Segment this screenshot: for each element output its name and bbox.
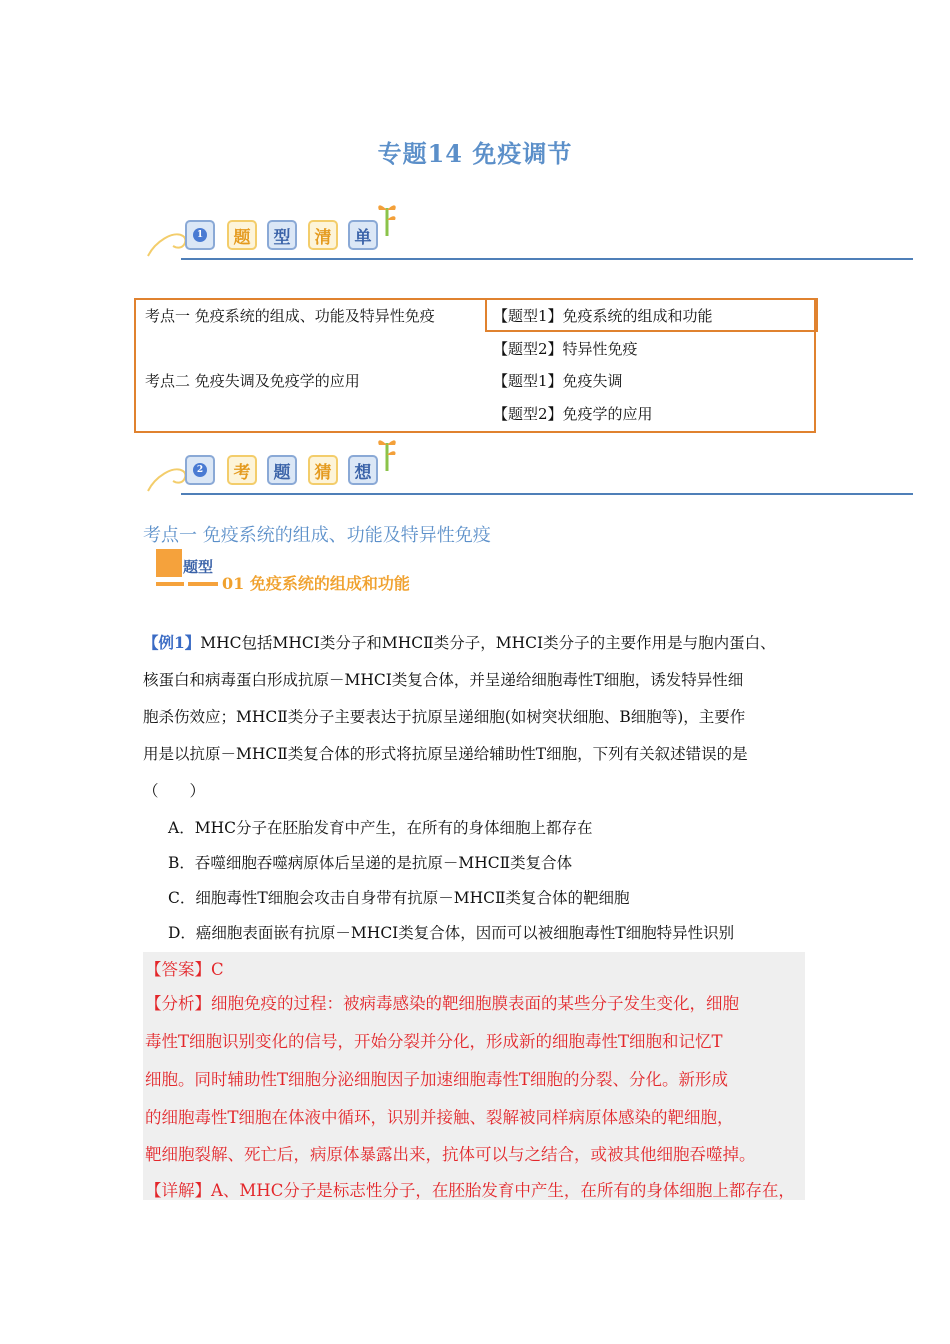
analysis-line: 毒性T细胞识别变化的信号，开始分裂并分化，形成新的细胞毒性T细胞和记忆T (145, 1032, 723, 1051)
section-banner-question-types (143, 198, 913, 270)
analysis-line: 【分析】细胞免疫的过程：被病毒感染的靶细胞膜表面的某些分子发生变化，细胞 (145, 994, 739, 1013)
banner-tile: 猜 (308, 455, 338, 485)
topic-table (134, 298, 816, 433)
sprout-icon (375, 198, 399, 238)
banner-underline (181, 258, 913, 260)
option-c: C．细胞毒性T细胞会攻击自身带有抗原－MHCⅡ类复合体的靶细胞 (168, 889, 630, 907)
banner-tile: 题 (267, 455, 297, 485)
badge-bar (156, 582, 184, 586)
example-line: 核蛋白和病毒蛋白形成抗原－MHCⅠ类复合体，并呈递给细胞毒性T细胞，诱发特异性细 (143, 671, 744, 689)
banner-number-tile (185, 455, 215, 485)
example-line: 【例1】MHC包括MHCⅠ类分子和MHCⅡ类分子，MHCⅠ类分子的主要作用是与胞内蛋白、 (143, 633, 776, 652)
section-banner-predictions (143, 433, 913, 505)
banner-number-tile (185, 220, 215, 250)
banner-tile: 型 (267, 220, 297, 250)
banner-tile: 想 (348, 455, 378, 485)
option-a: A．MHC分子在胚胎发育中产生，在所有的身体细胞上都存在 (168, 819, 593, 837)
table-right-cell: 【题型1】免疫失调 (493, 372, 623, 390)
banner-underline (181, 493, 913, 495)
banner-tile: 单 (348, 220, 378, 250)
table-right-cell: 【题型1】免疫系统的组成和功能 (493, 307, 713, 325)
number-badge: 2 (193, 463, 207, 477)
page-title: 专题14 免疫调节 (377, 139, 573, 168)
detail-line: 【详解】A、MHC分子是标志性分子，在胚胎发育中产生，在所有的身体细胞上都存在， (145, 1181, 795, 1200)
sprout-icon (375, 433, 399, 473)
analysis-line: 细胞。同时辅助性T细胞分泌细胞因子加速细胞毒性T细胞的分裂、分化。新形成 (145, 1070, 729, 1089)
table-right-cell: 【题型2】免疫学的应用 (493, 405, 653, 423)
example-line: 胞杀伤效应；MHCⅡ类分子主要表达于抗原呈递细胞(如树突状细胞、B细胞等)，主要作 (143, 708, 746, 726)
table-right-cell: 【题型2】特异性免疫 (493, 340, 638, 358)
question-type-title: 01 免疫系统的组成和功能 (222, 574, 410, 593)
section-heading: 考点一 免疫系统的组成、功能及特异性免疫 (143, 525, 491, 546)
option-d: D．癌细胞表面嵌有抗原－MHCⅠ类复合体，因而可以被细胞毒性T细胞特异性识别 (168, 924, 735, 942)
question-type-badge (156, 549, 218, 589)
banner-tile: 清 (308, 220, 338, 250)
example-line: （ ） (143, 782, 206, 800)
example-line: 用是以抗原－MHCⅡ类复合体的形式将抗原呈递给辅助性T细胞，下列有关叙述错误的是 (143, 745, 748, 763)
analysis-line: 靶细胞裂解、死亡后，病原体暴露出来，抗体可以与之结合，或被其他细胞吞噬掉。 (145, 1145, 756, 1164)
example-tag: 【例1】 (143, 633, 201, 652)
number-badge: 1 (193, 228, 207, 242)
answer-line: 【答案】C (145, 960, 224, 979)
option-b: B．吞噬细胞吞噬病原体后呈递的是抗原－MHCⅡ类复合体 (168, 854, 573, 872)
banner-tile: 考 (227, 455, 257, 485)
badge-square (156, 549, 182, 577)
badge-bar (188, 582, 218, 586)
banner-tile: 题 (227, 220, 257, 250)
analysis-line: 的细胞毒性T细胞在体液中循环，识别并接触、裂解被同样病原体感染的靶细胞， (145, 1108, 734, 1127)
table-left-cell: 考点二 免疫失调及免疫学的应用 (145, 372, 360, 390)
badge-label: 题型 (183, 558, 214, 576)
table-left-cell: 考点一 免疫系统的组成、功能及特异性免疫 (145, 307, 435, 325)
